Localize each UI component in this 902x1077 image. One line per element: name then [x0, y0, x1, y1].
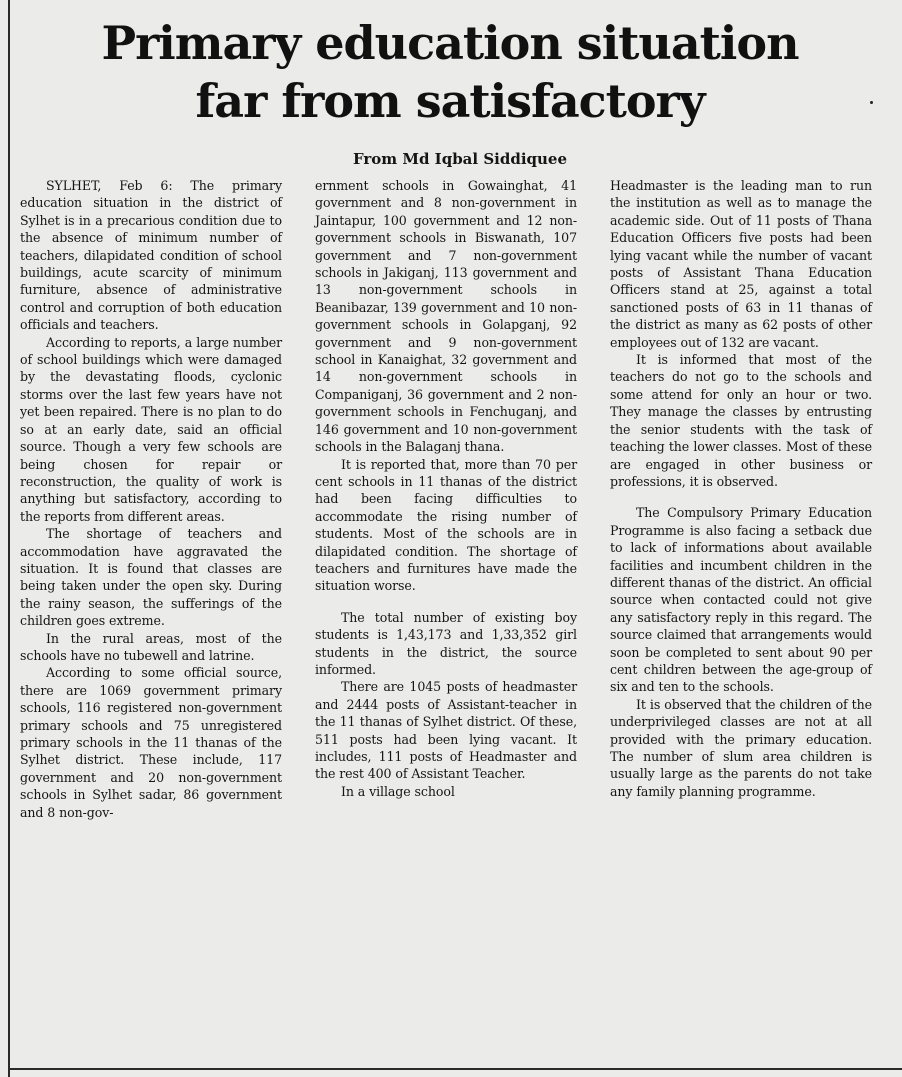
- paragraph: There are 1045 posts of headmaster and 2444 posts of Assistant-teacher in the 11 thanas of Sylhet district. Of these, 511 posts had been lying vacant. It includes, 111 posts of Headmaster and the rest 400 of Assistant Teacher.: [315, 679, 577, 782]
- article-column-1: [20, 177, 282, 821]
- article-column-2: [315, 177, 577, 800]
- print-speck: [870, 101, 873, 104]
- headline: [20, 14, 880, 130]
- paragraph: SYLHET, Feb 6: The primary education situation in the district of Sylhet is in a precarious condition due to the absence of minimum number of teachers, dilapidated condition of school buildings, acute scarcity of minimum furniture, absence of administrative control and corruption of both education officials and teachers.: [20, 178, 282, 333]
- paragraph: According to reports, a large number of school buildings which were damaged by the devastating floods, cyclonic storms over the last few years have not yet been repaired. There is no plan to do so at an early date, said an official source. Though a very few schools are being chosen for repair or reconstruction, the quality of work is anything but satisfactory, according to the reports from different areas.: [20, 334, 282, 524]
- paragraph: According to some official source, there are 1069 government primary schools, 116 registered non-government primary schools and 75 unregistered primary schools in the 11 thanas of the Sylhet district. These include, 117 government and 20 non-government schools in Sylhet sadar, 86 government and 8 non-gov-: [20, 665, 282, 820]
- headline-line-2: far from satisfactory: [195, 74, 705, 128]
- paragraph: Headmaster is the leading man to run the institution as well as to manage the academic side. Out of 11 posts of Thana Education Officers five posts had been lying vacant while the number of vacant posts of Assistant Thana Education Officers stand at 25, against a total sanctioned posts of 63 in 11 thanas of the district as many as 62 posts of other employees out of 132 are vacant.: [610, 178, 872, 350]
- left-border-rule: [8, 0, 10, 1077]
- paragraph: The Compulsory Primary Education Programme is also facing a setback due to lack of informations about available facilities and incumbent children in the different thanas of the district. An official source when contacted could not give any satisfactory reply in this regard. The source claimed that arrangements would soon be completed to sent about 90 per cent children between the age-group of six and ten to the schools.: [610, 505, 872, 695]
- paragraph: The total number of existing boy students is 1,43,173 and 1,33,352 girl students in the district, the source informed.: [315, 609, 577, 677]
- headline-line-1: Primary education situation: [101, 16, 799, 70]
- paragraph: The shortage of teachers and accommodation have aggravated the situation. It is found that classes are being taken under the open sky. During the rainy season, the sufferings of the children goes extreme.: [20, 526, 282, 629]
- paragraph: In the rural areas, most of the schools have no tubewell and latrine.: [20, 630, 282, 663]
- paragraph: It is reported that, more than 70 per cent schools in 11 thanas of the district had been facing difficulties to accommodate the rising number of students. Most of the schools are in dilapidated condition. The shortage of teachers and furnitures have made the situation worse.: [315, 456, 577, 594]
- paragraph: ernment schools in Gowainghat, 41 government and 8 non-government in Jaintapur, 100 government and 12 non-government schools in Biswanath, 107 government and 7 non-government schools in Jakiganj, 113 government and 13 non-government schools in Beanibazar, 139 government and 10 non-government schools in Golapganj, 92 government and 9 non-government school in Kanaighat, 32 government and 14 non-government schools in Companiganj, 36 government and 2 non-government schools in Fenchuganj, and 146 government and 10 non-government schools in the Balaganj thana.: [315, 178, 577, 455]
- paragraph: It is observed that the children of the underprivileged classes are not at all provided with the primary education. The number of slum area children is usually large as the parents do not take any family planning programme.: [610, 696, 872, 799]
- bottom-border-rule: [10, 1068, 902, 1070]
- paragraph: In a village school: [341, 783, 455, 799]
- article-column-3: [610, 177, 872, 800]
- byline: From Md Iqbal Siddiquee: [352, 150, 568, 168]
- paragraph: It is informed that most of the teachers do not go to the schools and some attend for only an hour or two. They manage the classes by entrusting the senior students with the task of teaching the lower classes. Most of these are engaged in other business or professions, it is observed.: [610, 352, 872, 489]
